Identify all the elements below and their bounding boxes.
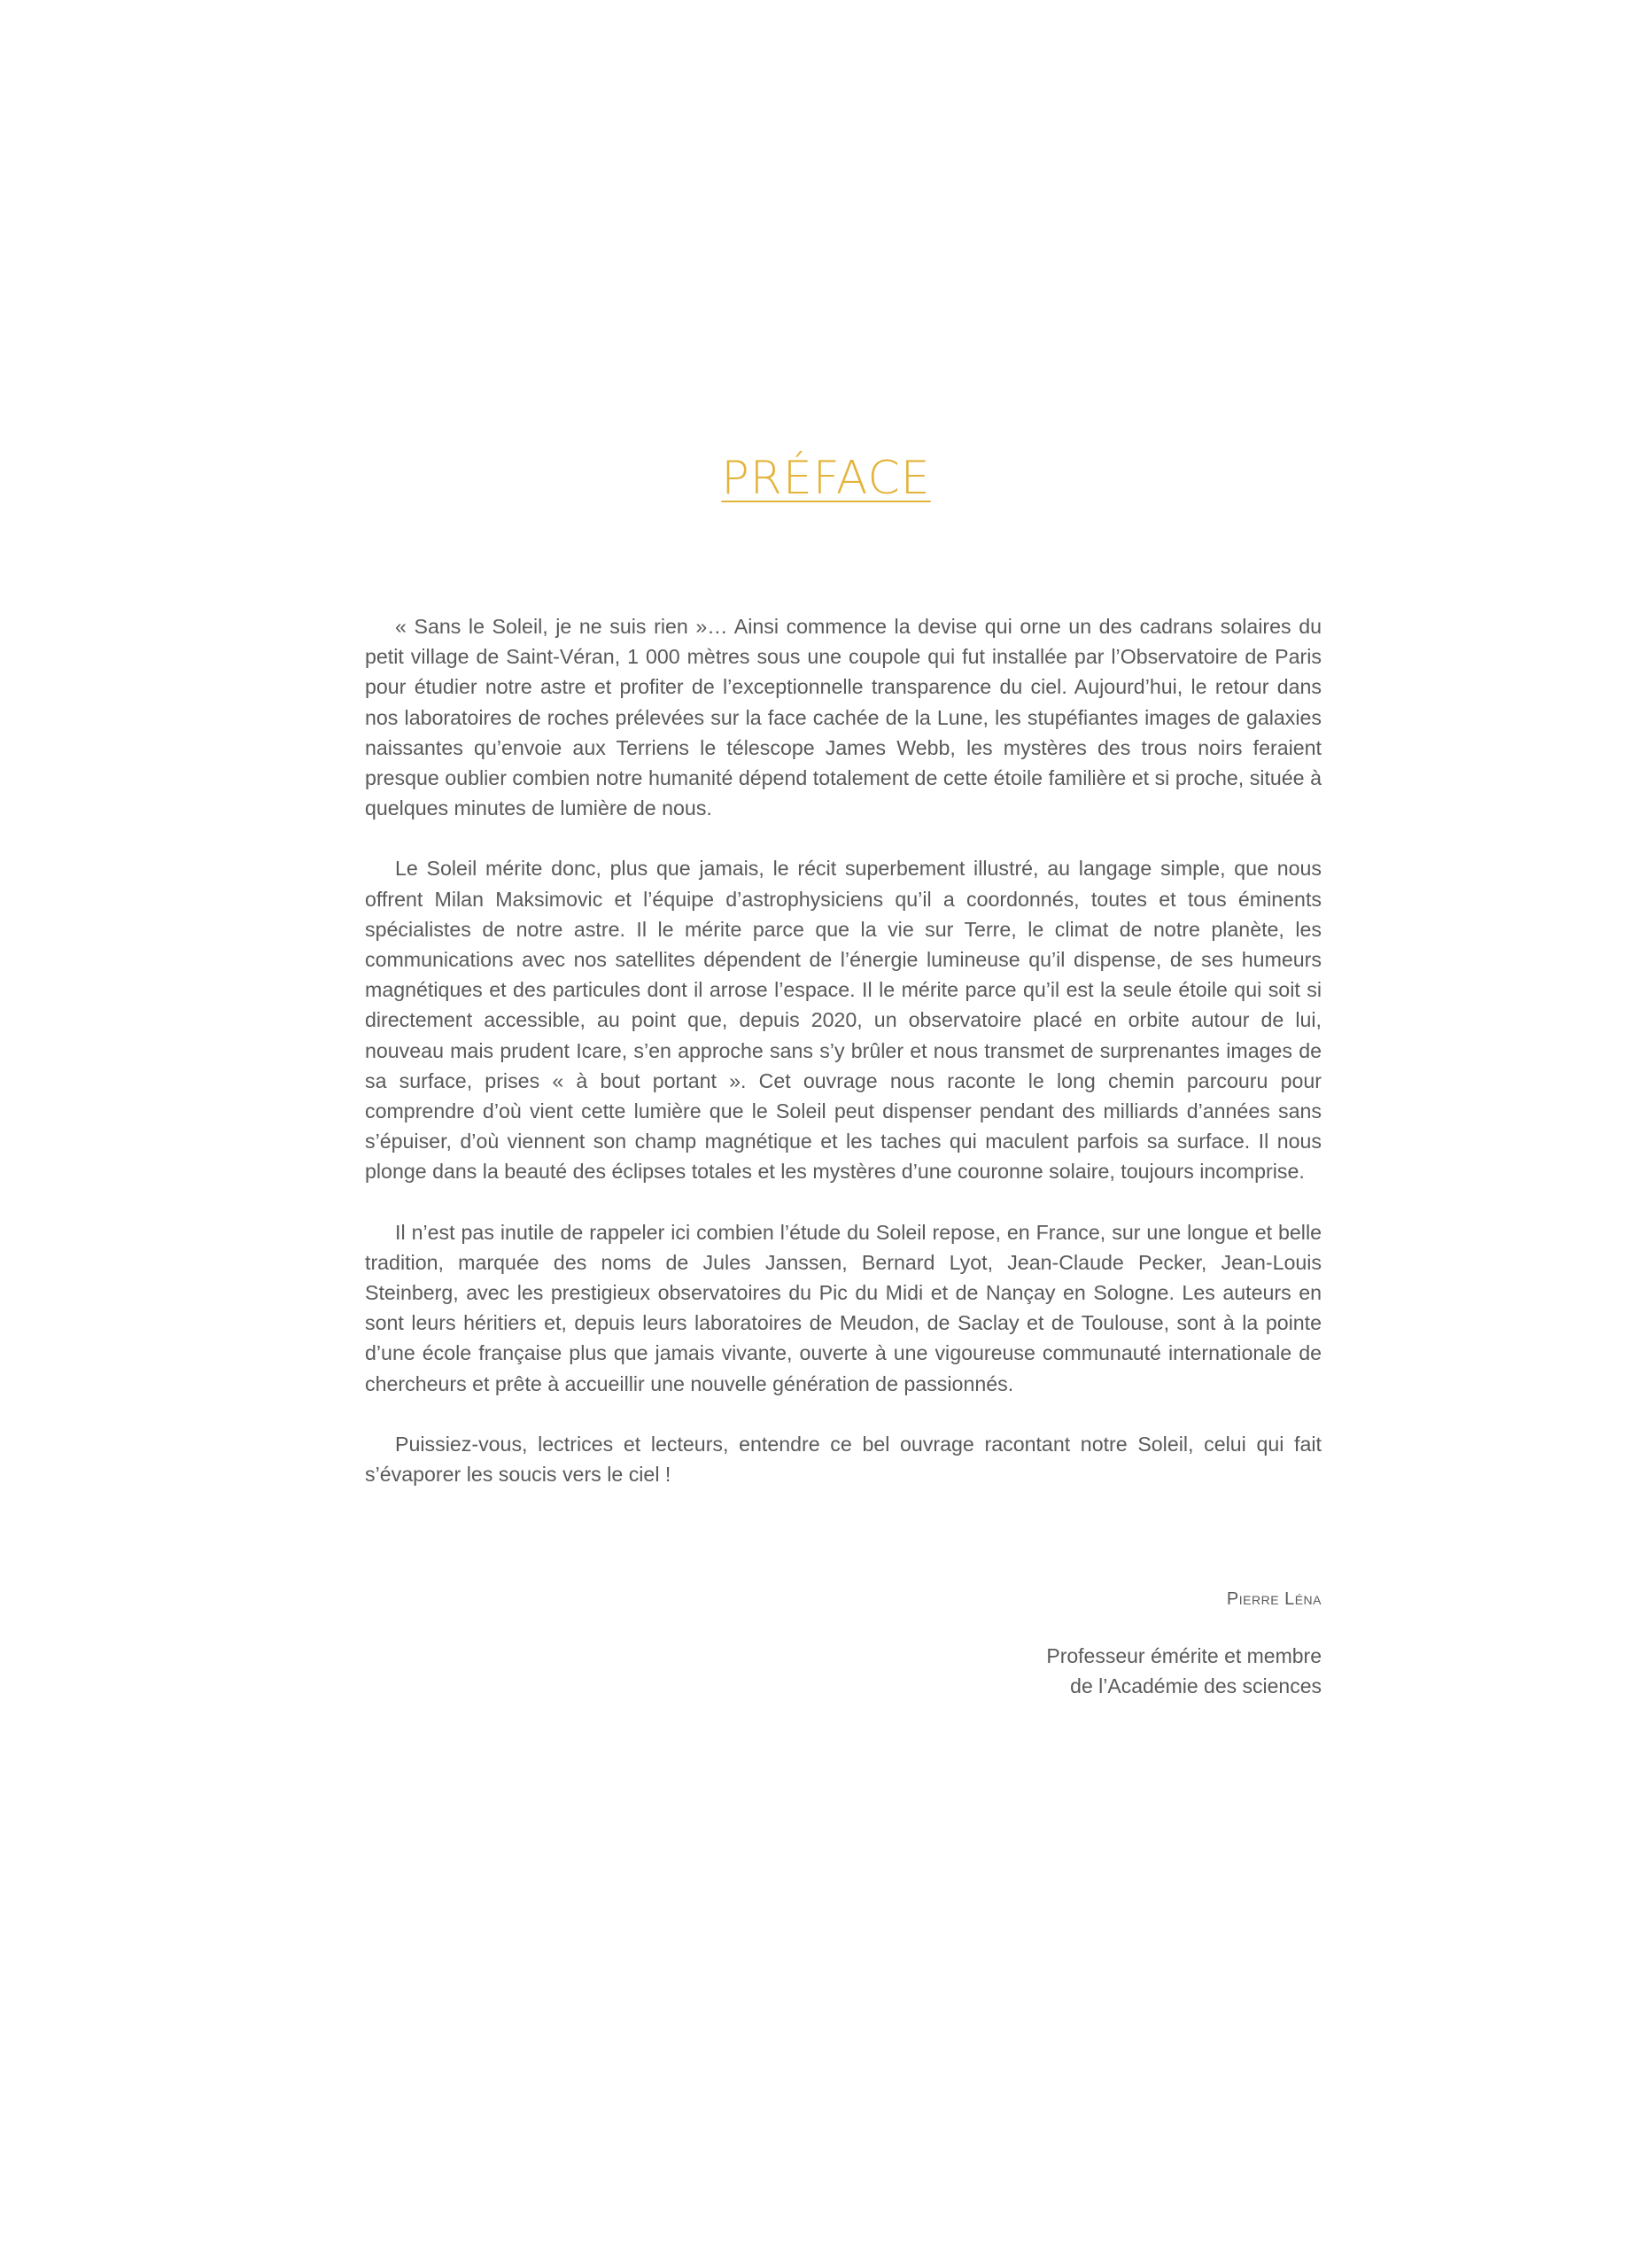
author-role-line-1: Professeur émérite et membre <box>1046 1644 1322 1667</box>
page-title-text: PRÉFACE <box>721 452 931 505</box>
paragraph-1: « Sans le Soleil, je ne suis rien »… Ainsi commence la devise qui orne un des cadrans solaires du petit village de Saint-Véran, 1 000 mètres sous une coupole qui fut installée par l’Observatoire de Paris pour étudier notre astre et profiter de l’exceptionnelle transparence du ciel. Aujourd’hui, le retour dans nos laboratoires de roches prélevées sur la face cachée de la Lune, les stupéfiantes images de galaxies naissantes qu’envoie aux Terriens le télescope James Webb, les mystères des trous noirs feraient presque oublier combien notre humanité dépend totalement de cette étoile familière et si proche, située à quelques minutes de lumière de nous. <box>365 615 1322 820</box>
paragraph-4: Puissiez-vous, lectrices et lecteurs, entendre ce bel ouvrage racontant notre Soleil, celui qui fait s’évaporer les soucis vers le ciel ! <box>365 1432 1322 1487</box>
paragraph-2: Le Soleil mérite donc, plus que jamais, le récit superbement illustré, au langage simple, que nous offrent Milan Maksimovic et l’équipe d’astrophysiciens qu’il a coordonnés, toutes et tous éminents spécialistes de notre astre. Il le mérite parce que la vie sur Terre, le climat de notre planète, les communications avec nos satellites dépendent de l’énergie lumineuse qu’il dispense, de ses humeurs magnétiques et des particules dont il arrose l’espace. Il le mérite parce qu’il est la seule étoile qui soit si directement accessible, au point que, depuis 2020, un observatoire placé en orbite autour de lui, nouveau mais prudent Icare, s’en approche sans s’y brûler et nous transmet de surprenantes images de sa surface, prises « à bout portant ». Cet ouvrage nous raconte le long chemin parcouru pour comprendre d’où vient cette lumière que le Soleil peut dispenser pendant des milliards d’années sans s’épuiser, d’où viennent son champ magnétique et les taches qui maculent parfois sa surface. Il nous plonge dans la beauté des éclipses totales et les mystères d’une couronne solaire, toujours incomprise. <box>365 857 1322 1184</box>
signature-block <box>1046 1584 1322 1701</box>
author-name: Pierre Léna <box>1226 1589 1322 1609</box>
author-role-line-2: de l’Académie des sciences <box>1070 1674 1322 1697</box>
page-title <box>0 452 1652 505</box>
preface-body <box>365 611 1322 1519</box>
paragraph-3: Il n’est pas inutile de rappeler ici combien l’étude du Soleil repose, en France, sur une longue et belle tradition, marquée des noms de Jules Janssen, Bernard Lyot, Jean-Claude Pecker, Jean-Louis Steinberg, avec les prestigieux observatoires du Pic du Midi et de Nançay en Sologne. Les auteurs en sont leurs héritiers et, depuis leurs laboratoires de Meudon, de Saclay et de Toulouse, sont à la pointe d’une école française plus que jamais vivante, ouverte à une vigoureuse communauté internationale de chercheurs et prête à accueillir une nouvelle génération de passionnés. <box>365 1220 1322 1395</box>
